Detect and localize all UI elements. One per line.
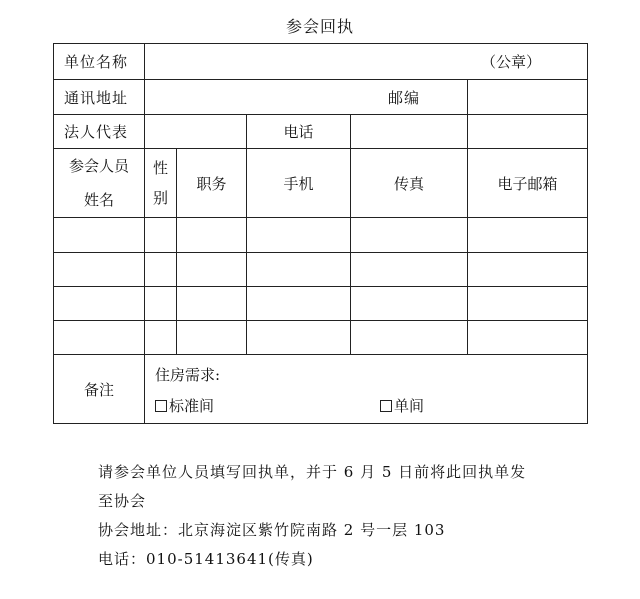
mobile-cell[interactable] <box>247 287 351 321</box>
attendee-name-cell[interactable] <box>54 287 145 321</box>
email-cell[interactable] <box>468 321 588 355</box>
table-row <box>54 253 588 287</box>
legal-rep-label: 法人代表 <box>54 115 145 149</box>
gender-cell[interactable] <box>145 287 177 321</box>
phone-label: 电话 <box>247 115 351 149</box>
email-header: 电子邮箱 <box>468 149 588 218</box>
email-cell[interactable] <box>468 253 588 287</box>
gender-line1: 性 <box>152 159 168 177</box>
table-row <box>54 218 588 253</box>
email-cell[interactable] <box>468 287 588 321</box>
mobile-header: 手机 <box>247 149 351 218</box>
footer-notes <box>98 458 526 574</box>
attendee-name-cell[interactable] <box>54 321 145 355</box>
checkbox-icon[interactable] <box>155 400 167 412</box>
notes-label: 备注 <box>54 355 145 424</box>
legal-rep-field[interactable] <box>145 115 247 149</box>
fax-cell[interactable] <box>351 218 468 253</box>
mobile-cell[interactable] <box>247 218 351 253</box>
fax-cell[interactable] <box>351 321 468 355</box>
option-single-room[interactable] <box>380 391 424 421</box>
position-cell[interactable] <box>177 218 247 253</box>
footer-line-address: 协会地址：北京海淀区紫竹院南路 2 号一层 103 <box>98 521 446 539</box>
unit-name-label: 单位名称 <box>54 44 145 80</box>
attendee-name-header <box>54 149 145 218</box>
registration-form-table <box>53 43 588 424</box>
mobile-cell[interactable] <box>247 253 351 287</box>
notes-cell <box>145 355 588 424</box>
gender-header <box>145 149 177 218</box>
option-single-label: 单间 <box>394 397 425 415</box>
attendee-name-cell[interactable] <box>54 253 145 287</box>
fax-header: 传真 <box>351 149 468 218</box>
postcode-label: 邮编 <box>388 88 421 107</box>
position-cell[interactable] <box>177 253 247 287</box>
gender-line2: 别 <box>152 189 168 207</box>
seal-label: （公章） <box>480 53 541 71</box>
position-cell[interactable] <box>177 321 247 355</box>
housing-options <box>155 391 587 421</box>
option-standard-room[interactable] <box>155 391 214 421</box>
housing-label: 住房需求: <box>155 366 221 384</box>
table-row <box>54 321 588 355</box>
fax-cell[interactable] <box>351 253 468 287</box>
attendee-name-line2: 姓名 <box>83 191 114 209</box>
gender-cell[interactable] <box>145 253 177 287</box>
option-standard-label: 标准间 <box>169 397 215 415</box>
footer-line-instructions-cont: 至协会 <box>98 492 147 510</box>
attendee-name-line1: 参会人员 <box>68 157 129 175</box>
gender-cell[interactable] <box>145 218 177 253</box>
position-header: 职务 <box>177 149 247 218</box>
mobile-cell[interactable] <box>247 321 351 355</box>
checkbox-icon[interactable] <box>380 400 392 412</box>
address-label: 通讯地址 <box>54 80 145 115</box>
table-row <box>54 287 588 321</box>
gender-cell[interactable] <box>145 321 177 355</box>
footer-line-instructions: 请参会单位人员填写回执单，并于 6 月 5 日前将此回执单发 <box>98 463 527 481</box>
form-title: 参会回执 <box>285 17 354 36</box>
phone-extra-field[interactable] <box>468 115 588 149</box>
unit-name-field[interactable] <box>145 44 588 80</box>
phone-field[interactable] <box>351 115 468 149</box>
attendee-name-cell[interactable] <box>54 218 145 253</box>
fax-cell[interactable] <box>351 287 468 321</box>
footer-line-phone: 电话：010-51413641(传真) <box>98 550 314 568</box>
email-cell[interactable] <box>468 218 588 253</box>
position-cell[interactable] <box>177 287 247 321</box>
